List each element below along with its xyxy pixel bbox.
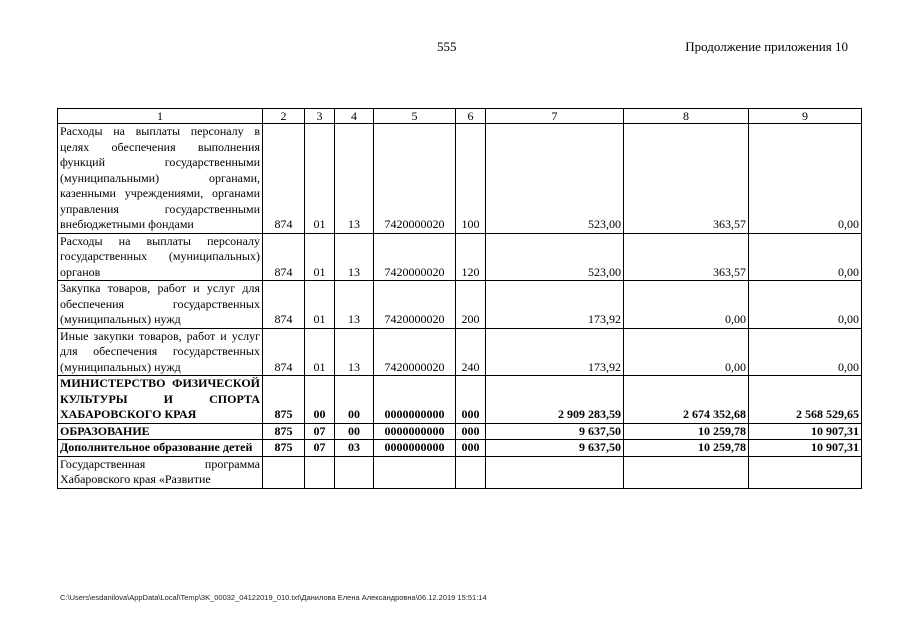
column-header: 9 [749,109,862,124]
section-code: 01 [305,328,335,376]
ministry-code: 874 [263,233,305,281]
amount-col9: 0,00 [749,281,862,329]
expense-name: Закупка товаров, работ и услуг для обеспечения государственных (муниципальных) нужд [58,281,263,329]
target-article-code: 7420000020 [374,233,456,281]
section-code: 07 [305,440,335,457]
column-header: 5 [374,109,456,124]
page-number: 555 [437,39,457,54]
amount-col8: 2 674 352,68 [624,376,749,424]
section-code: 01 [305,281,335,329]
amount-col9: 0,00 [749,124,862,234]
amount-col9: 0,00 [749,233,862,281]
amount-col9: 10 907,31 [749,440,862,457]
column-header: 7 [486,109,624,124]
amount-col7: 9 637,50 [486,423,624,440]
amount-col9: 10 907,31 [749,423,862,440]
table-row [58,281,862,329]
section-code [305,456,335,488]
amount-col7: 173,92 [486,328,624,376]
column-header: 2 [263,109,305,124]
amount-col8: 0,00 [624,281,749,329]
target-article-code: 0000000000 [374,376,456,424]
expense-name: МИНИСТЕРСТВО ФИЗИЧЕСКОЙ КУЛЬТУРЫ И СПОРТА ХАБАРОВСКОГО КРАЯ [58,376,263,424]
amount-col7: 173,92 [486,281,624,329]
column-header: 4 [335,109,374,124]
table-row [58,456,862,488]
subsection-code: 13 [335,281,374,329]
section-code: 01 [305,124,335,234]
amount-col7: 9 637,50 [486,440,624,457]
amount-col9 [749,456,862,488]
amount-col8 [624,456,749,488]
expense-name: ОБРАЗОВАНИЕ [58,423,263,440]
subsection-code: 00 [335,376,374,424]
subsection-code: 13 [335,124,374,234]
amount-col7: 523,00 [486,233,624,281]
amount-col8: 363,57 [624,233,749,281]
amount-col7: 2 909 283,59 [486,376,624,424]
target-article-code: 7420000020 [374,328,456,376]
ministry-code: 874 [263,328,305,376]
expense-name: Государственная программа Хабаровского края «Развитие [58,456,263,488]
section-code: 07 [305,423,335,440]
column-header: 1 [58,109,263,124]
section-code: 01 [305,233,335,281]
table-row [58,376,862,424]
expense-name: Расходы на выплаты персоналу государственных (муниципальных) органов [58,233,263,281]
expense-type-code: 100 [456,124,486,234]
target-article-code: 0000000000 [374,440,456,457]
expense-type-code: 240 [456,328,486,376]
amount-col8: 363,57 [624,124,749,234]
target-article-code: 7420000020 [374,124,456,234]
file-path-footer: C:\Users\esdanilova\AppData\Local\Temp\3K_00032_04122019_010.txt\Данилова Елена Александровна\06.12.2019 15:51:14 [60,593,487,602]
amount-col8: 10 259,78 [624,423,749,440]
subsection-code: 03 [335,440,374,457]
expense-type-code: 120 [456,233,486,281]
ministry-code [263,456,305,488]
column-header: 3 [305,109,335,124]
ministry-code: 875 [263,440,305,457]
table-row [58,233,862,281]
expense-type-code [456,456,486,488]
amount-col9: 2 568 529,65 [749,376,862,424]
table-header-row [58,109,862,124]
ministry-code: 875 [263,376,305,424]
table-row [58,328,862,376]
table-row [58,124,862,234]
ministry-code: 874 [263,124,305,234]
column-header: 6 [456,109,486,124]
subsection-code: 13 [335,233,374,281]
subsection-code: 13 [335,328,374,376]
expense-type-code: 000 [456,376,486,424]
amount-col8: 0,00 [624,328,749,376]
section-code: 00 [305,376,335,424]
ministry-code: 875 [263,423,305,440]
table-row [58,440,862,457]
target-article-code: 0000000000 [374,423,456,440]
ministry-code: 874 [263,281,305,329]
amount-col9: 0,00 [749,328,862,376]
expense-name: Расходы на выплаты персоналу в целях обеспечения выполнения функций государственными (муниципальными) органами, казенными учреждениями, органами управления государственными внебюджетными фондами [58,124,263,234]
amount-col7 [486,456,624,488]
expense-name: Дополнительное образование детей [58,440,263,457]
subsection-code [335,456,374,488]
budget-table [57,108,862,489]
amount-col7: 523,00 [486,124,624,234]
expense-name: Иные закупки товаров, работ и услуг для обеспечения государственных (муниципальных) нужд [58,328,263,376]
amount-col8: 10 259,78 [624,440,749,457]
target-article-code [374,456,456,488]
appendix-continuation-label: Продолжение приложения 10 [685,39,848,54]
table-row [58,423,862,440]
target-article-code: 7420000020 [374,281,456,329]
expense-type-code: 000 [456,440,486,457]
column-header: 8 [624,109,749,124]
expense-type-code: 000 [456,423,486,440]
expense-type-code: 200 [456,281,486,329]
subsection-code: 00 [335,423,374,440]
